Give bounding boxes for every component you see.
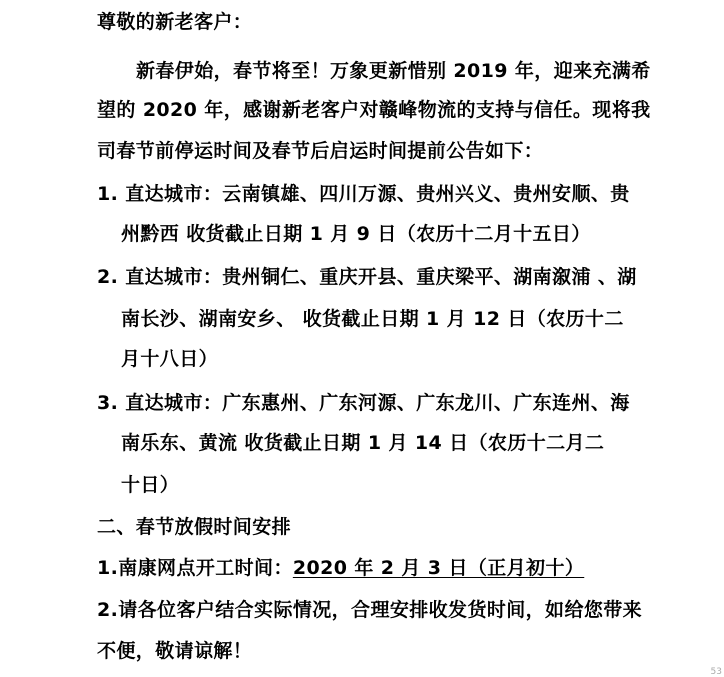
section2-item1-label: 1.南康网点开工时间： [97,557,293,579]
item3-line-1: 3. 直达城市：广东惠州、广东河源、广东龙川、广东连州、海 [97,392,630,414]
item2-line-3: 月十八日） [121,348,219,370]
section2-item2-line-1: 2.请各位客户结合实际情况，合理安排收发货时间，如给您带来 [97,599,643,621]
section2-item1-date: 2020 年 2 月 3 日（正月初十） [292,557,585,579]
item2-line-2: 南长沙、湖南安乡、 收货截止日期 1 月 12 日（农历十二 [121,308,624,330]
section2-item1 [97,556,584,580]
intro-line-3: 司春节前停运时间及春节后启运时间提前公告如下： [97,140,544,162]
item2-line-1: 2. 直达城市：贵州铜仁、重庆开县、重庆梁平、湖南溆浦 、湖 [97,266,637,288]
intro-line-1: 新春伊始，春节将至！万象更新惜别 2019 年，迎来充满希 [136,60,651,82]
section2-item2-line-2: 不便，敬请谅解！ [97,640,253,662]
item3-line-3: 十日） [121,474,180,496]
item1-line-1: 1. 直达城市：云南镇雄、四川万源、贵州兴义、贵州安顺、贵 [97,183,630,205]
greeting: 尊敬的新老客户： [97,11,253,33]
item1-line-2: 州黔西 收货截止日期 1 月 9 日（农历十二月十五日） [121,223,591,245]
section2-heading: 二、春节放假时间安排 [97,516,292,538]
intro-line-2: 望的 2020 年，感谢新老客户对赣峰物流的支持与信任。现将我 [97,99,651,121]
item3-line-2: 南乐东、黄流 收货截止日期 1 月 14 日（农历十二月二 [121,432,605,454]
page-corner-mark: 53 [710,667,722,677]
